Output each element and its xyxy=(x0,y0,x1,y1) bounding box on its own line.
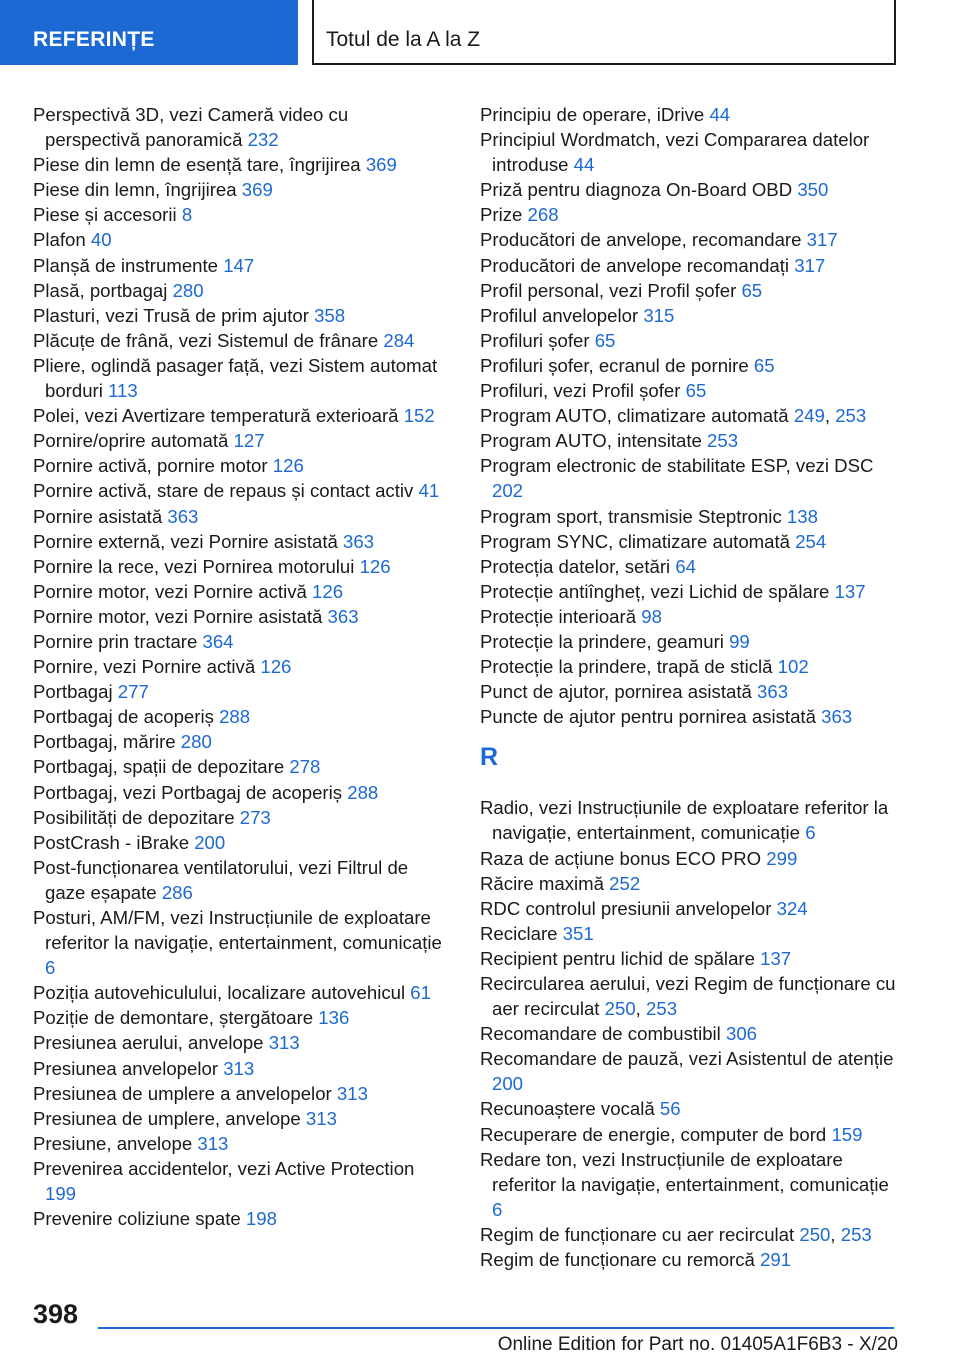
page-link[interactable]: 363 xyxy=(821,706,853,728)
index-term: Protecție antiîngheț, vezi Lichid de spălare xyxy=(480,580,830,602)
page-link[interactable]: 6 xyxy=(492,1198,503,1220)
index-term: Priză pentru diagnoza On-Board OBD xyxy=(480,179,793,201)
page-link[interactable]: 136 xyxy=(318,1007,350,1029)
index-entry xyxy=(33,202,443,227)
page-link[interactable]: 299 xyxy=(766,847,798,869)
page-link[interactable]: 313 xyxy=(223,1057,255,1079)
index-term: Raza de acțiune bonus ECO PRO xyxy=(480,847,762,869)
index-term: Plasturi, vezi Trusă de prim ajutor xyxy=(33,304,309,326)
page-link[interactable]: 253 xyxy=(646,998,678,1020)
section-tab xyxy=(0,0,298,65)
index-term: Pornire motor, vezi Pornire asistată xyxy=(33,605,323,627)
index-entry xyxy=(480,846,900,871)
index-term: Program AUTO, intensitate xyxy=(480,430,702,452)
index-entry xyxy=(33,504,443,529)
page-link[interactable]: 363 xyxy=(757,681,789,703)
index-entry xyxy=(33,328,443,353)
page-link[interactable]: 288 xyxy=(347,781,379,803)
index-term: Regim de funcționare cu aer recirculat xyxy=(480,1223,795,1245)
index-term: Program AUTO, climatizare automată xyxy=(480,405,789,427)
page-link[interactable]: 280 xyxy=(172,279,204,301)
index-entry xyxy=(480,127,900,177)
page-number: 398 xyxy=(33,1299,79,1329)
index-term: Poziție de demontare, ștergătoare xyxy=(33,1007,314,1029)
page-link[interactable]: 126 xyxy=(312,580,344,602)
index-entry xyxy=(33,780,443,805)
index-entry xyxy=(33,855,443,905)
index-entry xyxy=(33,1156,443,1206)
index-term: Reciclare xyxy=(480,922,558,944)
page-link[interactable]: 65 xyxy=(741,279,763,301)
page-link[interactable]: 40 xyxy=(90,229,112,251)
page-link[interactable]: 147 xyxy=(223,254,255,276)
index-entry xyxy=(480,177,900,202)
index-entry xyxy=(33,654,443,679)
index-entry xyxy=(480,227,900,252)
index-term: Principiul Wordmatch, vezi Compararea datelor introduse xyxy=(480,129,870,176)
index-entry xyxy=(480,202,900,227)
index-term: Recomandare de combustibil xyxy=(480,1023,721,1045)
page-link[interactable]: 65 xyxy=(753,354,775,376)
page-link[interactable]: 44 xyxy=(709,104,731,125)
index-entry xyxy=(33,980,443,1005)
page-link[interactable]: 268 xyxy=(527,204,559,226)
index-entry xyxy=(33,704,443,729)
page-link[interactable]: 6 xyxy=(805,822,816,844)
index-entry xyxy=(33,1131,443,1156)
page-link[interactable]: 254 xyxy=(795,530,827,552)
index-entry xyxy=(33,905,443,980)
index-entry xyxy=(33,1206,443,1231)
page-link[interactable]: 364 xyxy=(202,630,234,652)
index-term: Recircularea aerului, vezi Regim de funcționare cu aer recirculat xyxy=(480,973,896,1020)
page-link[interactable]: 313 xyxy=(197,1132,229,1154)
page-link[interactable]: 44 xyxy=(573,154,595,176)
index-entry xyxy=(480,946,900,971)
index-entry xyxy=(33,529,443,554)
index-entry xyxy=(33,1030,443,1055)
page-link[interactable]: 253 xyxy=(840,1223,872,1245)
page-link[interactable]: 102 xyxy=(777,656,809,678)
index-term: Recomandare de pauză, vezi Asistentul de atenție xyxy=(480,1048,894,1070)
page-link[interactable]: 126 xyxy=(272,455,304,477)
index-entry xyxy=(480,921,900,946)
index-term: Pornire externă, vezi Pornire asistată xyxy=(33,530,338,552)
index-term: Producători de anvelope recomandați xyxy=(480,254,790,276)
index-entry xyxy=(480,253,900,278)
index-term: RDC controlul presiunii anvelopelor xyxy=(480,897,772,919)
index-term: Protecție interioară xyxy=(480,605,637,627)
index-term: Recunoaștere vocală xyxy=(480,1098,655,1120)
index-term: Pornire/oprire automată xyxy=(33,430,229,452)
index-entry xyxy=(480,353,900,378)
index-term: Planșă de instrumente xyxy=(33,254,219,276)
index-term: Plăcuțe de frână, vezi Sistemul de frânare xyxy=(33,329,379,351)
index-term: Producători de anvelope, recomandare xyxy=(480,229,802,251)
page-link[interactable]: 286 xyxy=(161,881,193,903)
index-term: Plafon xyxy=(33,229,86,251)
index-term: PostCrash - iBrake xyxy=(33,831,190,853)
page-link[interactable]: 250 xyxy=(799,1223,831,1245)
page-link[interactable]: 358 xyxy=(314,304,346,326)
index-term: Program electronic de stabilitate ESP, vezi DSC xyxy=(480,455,874,477)
index-entry xyxy=(480,378,900,403)
page-link[interactable]: 137 xyxy=(760,947,792,969)
page-link[interactable]: 273 xyxy=(239,806,271,828)
index-entry xyxy=(480,453,900,503)
page-link[interactable]: 350 xyxy=(797,179,829,201)
index-term: Pornire activă, stare de repaus și contact activ xyxy=(33,480,414,502)
section-letter-r: R xyxy=(480,743,499,772)
index-entry xyxy=(480,795,900,845)
page-link[interactable]: 200 xyxy=(492,1073,524,1095)
index-entry xyxy=(480,1147,900,1222)
index-entry xyxy=(33,1081,443,1106)
index-term: Regim de funcționare cu remorcă xyxy=(480,1249,755,1271)
page-link[interactable]: 198 xyxy=(245,1208,277,1230)
index-entry xyxy=(480,1046,900,1096)
index-entry xyxy=(33,278,443,303)
index-entry xyxy=(33,152,443,177)
index-entry xyxy=(33,1106,443,1131)
index-term: Presiune, anvelope xyxy=(33,1132,193,1154)
index-term: Prevenirea accidentelor, vezi Active Protection xyxy=(33,1157,415,1179)
index-term: Program sport, transmisie Steptronic xyxy=(480,505,782,527)
page-link[interactable]: 317 xyxy=(794,254,826,276)
index-term: Portbagaj, mărire xyxy=(33,731,176,753)
index-entry xyxy=(480,704,900,729)
index-term: Pliere, oglindă pasager față, vezi Sistem automat borduri xyxy=(33,354,438,402)
index-term: Plasă, portbagaj xyxy=(33,279,168,301)
index-term: Piese din lemn de esență tare, îngrijirea xyxy=(33,154,361,176)
page-link[interactable]: 313 xyxy=(305,1107,337,1129)
index-entry xyxy=(480,303,900,328)
page-link[interactable]: 277 xyxy=(117,681,149,703)
index-entry: Recircularea aerului, vezi Regim de funcționare cu aer recirculat 250, 253 xyxy=(480,973,896,1020)
index-entry xyxy=(33,554,443,579)
page-link[interactable]: 253 xyxy=(835,405,867,427)
index-term: Presiunea aerului, anvelope xyxy=(33,1032,264,1054)
index-term: Protecția datelor, setări xyxy=(480,555,671,577)
page-link[interactable]: 99 xyxy=(729,630,750,652)
footer-rule xyxy=(98,1327,894,1329)
index-entry xyxy=(480,871,900,896)
index-entry xyxy=(33,1005,443,1030)
page-link[interactable]: 363 xyxy=(343,530,375,552)
index-term: Recipient pentru lichid de spălare xyxy=(480,947,755,969)
index-term: Presiunea de umplere a anvelopelor xyxy=(33,1082,332,1104)
index-group-p xyxy=(480,102,900,729)
index-entry xyxy=(480,579,900,604)
index-term: Prize xyxy=(480,204,523,226)
index-entry xyxy=(33,1056,443,1081)
index-entry xyxy=(33,478,443,503)
index-entry xyxy=(480,328,900,353)
index-entry xyxy=(480,1021,900,1046)
index-term: Piese și accesorii xyxy=(33,204,177,226)
index-entry xyxy=(33,729,443,754)
index-term: Presiunea anvelopelor xyxy=(33,1057,219,1079)
index-entry xyxy=(33,754,443,779)
index-entry xyxy=(33,805,443,830)
index-term: Profiluri, vezi Profil șofer xyxy=(480,380,681,402)
index-term: Pornire prin tractare xyxy=(33,630,198,652)
index-entry xyxy=(480,102,900,127)
page-link[interactable]: 61 xyxy=(410,982,431,1004)
page-link[interactable]: 113 xyxy=(108,380,138,402)
page-link[interactable]: 127 xyxy=(233,430,265,452)
index-entry xyxy=(480,1096,900,1121)
page-link[interactable]: 313 xyxy=(336,1082,368,1104)
index-term: Recuperare de energie, computer de bord xyxy=(480,1123,827,1145)
page-link[interactable]: 126 xyxy=(359,555,391,577)
page-link[interactable]: 65 xyxy=(594,329,616,351)
page-link[interactable]: 98 xyxy=(641,605,662,627)
index-entry xyxy=(33,428,443,453)
index-term: Principiu de operare, iDrive xyxy=(480,104,705,125)
index-term: Pornire la rece, vezi Pornirea motorului xyxy=(33,555,355,577)
index-term: Pornire motor, vezi Pornire activă xyxy=(33,580,307,602)
page-link[interactable]: 363 xyxy=(327,605,359,627)
index-term: Profiluri șofer, ecranul de pornire xyxy=(480,354,749,376)
index-term: Poziția autovehiculului, localizare autovehicul xyxy=(33,982,406,1004)
index-term: Posibilități de depozitare xyxy=(33,806,235,828)
page-link[interactable]: 6 xyxy=(45,957,56,979)
index-entry xyxy=(33,403,443,428)
index-entry xyxy=(480,529,900,554)
page-link[interactable]: 369 xyxy=(365,154,397,176)
page-link[interactable]: 253 xyxy=(707,430,739,452)
index-entry xyxy=(480,278,900,303)
index-term: Protecție la prindere, trapă de sticlă xyxy=(480,656,773,678)
index-term: Prevenire coliziune spate xyxy=(33,1208,241,1230)
index-entry xyxy=(480,554,900,579)
index-term: Profilul anvelopelor xyxy=(480,304,639,326)
index-entry xyxy=(480,1122,900,1147)
page-link[interactable]: 137 xyxy=(834,580,866,602)
page-link[interactable]: 252 xyxy=(609,872,641,894)
index-entry xyxy=(480,679,900,704)
header-title-box xyxy=(312,0,896,65)
page-link[interactable]: 232 xyxy=(247,129,279,151)
page-link[interactable]: 249 xyxy=(793,405,825,427)
page-link[interactable]: 324 xyxy=(776,897,808,919)
page-link[interactable]: 363 xyxy=(167,505,199,527)
section-title: REFERINȚE xyxy=(33,28,155,51)
index-term: Presiunea de umplere, anvelope xyxy=(33,1107,301,1129)
index-entry xyxy=(33,102,443,152)
index-entry: Program AUTO, climatizare automată 249, 253 xyxy=(480,405,867,427)
page-link[interactable]: 313 xyxy=(268,1032,300,1054)
page-link[interactable]: 317 xyxy=(806,229,838,251)
index-term: Pornire activă, pornire motor xyxy=(33,455,268,477)
index-entry xyxy=(33,679,443,704)
index-term: Redare ton, vezi Instrucțiunile de exploatare referitor la navigație, entertainment, comunicație xyxy=(480,1148,889,1195)
page-link[interactable]: 138 xyxy=(786,505,818,527)
page-link[interactable]: 315 xyxy=(643,304,675,326)
chapter-title: Totul de la A la Z xyxy=(326,28,481,51)
page-link[interactable]: 159 xyxy=(831,1123,863,1145)
index-entry xyxy=(33,253,443,278)
index-term: Portbagaj, spații de depozitare xyxy=(33,756,285,778)
index-term: Răcire maximă xyxy=(480,872,604,894)
page-link[interactable]: 291 xyxy=(760,1249,792,1271)
index-term: Post-funcționarea ventilatorului, vezi Filtrul de gaze eșapate xyxy=(33,856,409,903)
page-link[interactable]: 278 xyxy=(289,756,321,778)
page-link[interactable]: 200 xyxy=(194,831,226,853)
index-term: Protecție la prindere, geamuri xyxy=(480,630,724,652)
index-column-right xyxy=(480,102,900,1272)
index-term: Piese din lemn, îngrijirea xyxy=(33,179,237,201)
index-term: Perspectivă 3D, vezi Cameră video cu perspectivă panoramică xyxy=(33,104,349,151)
index-entry xyxy=(33,353,443,403)
index-term: Portbagaj, vezi Portbagaj de acoperiș xyxy=(33,781,343,803)
page-link[interactable]: 306 xyxy=(725,1023,758,1045)
index-column-left xyxy=(33,102,443,1231)
index-term: Profil personal, vezi Profil șofer xyxy=(480,279,737,301)
index-entry xyxy=(33,177,443,202)
index-term: Posturi, AM/FM, vezi Instrucțiunile de exploatare referitor la navigație, entertainment, comunicație xyxy=(33,907,442,954)
page-link[interactable]: 65 xyxy=(685,380,707,402)
page-link[interactable]: 351 xyxy=(562,922,594,944)
index-entry xyxy=(480,1247,900,1272)
index-term: Pornire asistată xyxy=(33,505,163,527)
page-link[interactable]: 56 xyxy=(659,1098,681,1120)
index-term: Pornire, vezi Pornire activă xyxy=(33,656,256,678)
index-entry xyxy=(33,303,443,328)
index-entry xyxy=(480,896,900,921)
index-entry xyxy=(480,654,900,679)
page-link[interactable]: 202 xyxy=(492,480,524,502)
index-term: Puncte de ajutor pentru pornirea asistată xyxy=(480,706,816,728)
index-term: Portbagaj de acoperiș xyxy=(33,706,214,728)
index-term: Radio, vezi Instrucțiunile de exploatare referitor la navigație, entertainment, comunicație xyxy=(480,797,889,844)
index-entry xyxy=(480,504,900,529)
index-term: Profiluri șofer xyxy=(480,329,590,351)
page-link[interactable]: 288 xyxy=(219,706,251,728)
index-entry: Regim de funcționare cu aer recirculat 250, 253 xyxy=(480,1223,872,1245)
index-entry xyxy=(33,579,443,604)
page-link[interactable]: 369 xyxy=(241,179,273,201)
page-link[interactable]: 284 xyxy=(383,329,415,351)
page-link[interactable]: 126 xyxy=(260,656,292,678)
index-entry xyxy=(33,453,443,478)
index-term: Portbagaj xyxy=(33,681,113,703)
page-link[interactable]: 41 xyxy=(418,480,440,502)
index-term: Punct de ajutor, pornirea asistată xyxy=(480,681,752,703)
index-entry xyxy=(480,604,900,629)
index-entry xyxy=(480,428,900,453)
index-entry xyxy=(33,227,443,252)
index-entry xyxy=(33,830,443,855)
page-link[interactable]: 64 xyxy=(675,555,697,577)
index-term: Polei, vezi Avertizare temperatură exterioară xyxy=(33,405,399,427)
page-link[interactable]: 280 xyxy=(180,731,212,753)
index-entry xyxy=(480,629,900,654)
page-link[interactable]: 199 xyxy=(45,1183,77,1205)
index-group-r xyxy=(480,795,900,1272)
index-entry xyxy=(33,604,443,629)
footer-edition: Online Edition for Part no. 01405A1F6B3 - X/20 xyxy=(497,1334,898,1355)
index-entry xyxy=(33,629,443,654)
page-link[interactable]: 8 xyxy=(181,204,193,226)
page-link[interactable]: 152 xyxy=(403,405,435,427)
page-link[interactable]: 250 xyxy=(604,998,636,1020)
index-term: Program SYNC, climatizare automată xyxy=(480,530,791,552)
